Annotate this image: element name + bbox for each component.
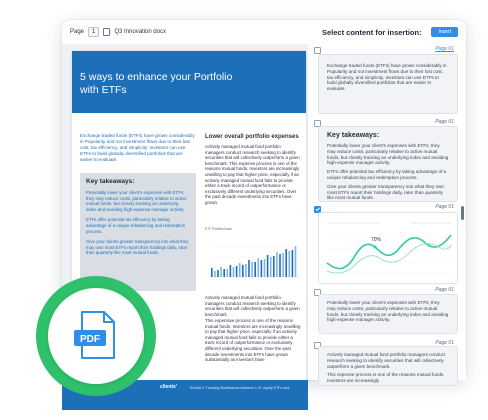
chart-bar <box>245 264 247 277</box>
chart-bar <box>285 249 287 277</box>
content-card-4[interactable] <box>318 294 458 334</box>
document-name: Q3 Innovation docx <box>114 29 167 35</box>
chart-title: ETF Portfolio flows <box>205 227 232 231</box>
chart-bar <box>248 260 250 277</box>
content-card-2[interactable] <box>318 126 458 202</box>
pdf-label: PDF <box>80 334 100 345</box>
content-selection-panel <box>308 44 466 384</box>
card-text-4: Potentially lower your client's expenses with ETFs; they may reduce costs, particularly relative to active mutual funds, but closely tracking an underlying index and avoiding high-expense manager activity. <box>327 300 449 323</box>
chart-bar <box>267 255 269 277</box>
section-paragraph-2: Actively managed mutual fund portfolio managers conduct research seeking to identify securities that will collectively outperform a given benchmark. <box>205 295 300 317</box>
chart-series-line-1 <box>327 235 451 269</box>
takeaway-paragraph-2: ETFs offer potential tax efficiency by taking advantage of a unique rebalancing and redemption process. <box>86 217 186 234</box>
chart-bar <box>242 265 244 277</box>
card-page-tag-5: Page 01 <box>435 340 454 346</box>
next-page-heading: clients' <box>160 384 178 390</box>
takeaway-paragraph-1: Potentially lower your client's expenses with ETFs; they may reduce costs, particularly relative to active mutual funds, but closely tracking an underlying index and avoiding high-expense manager activity. <box>86 190 187 212</box>
document-title: 5 ways to enhance your Portfolio with ETFs <box>80 71 233 96</box>
card-paragraph-5a: Actively managed mutual fund portfolio managers conduct research seeking to identify securities that will collectively outperform a given benchmark. <box>327 352 446 369</box>
chart-bar <box>236 266 238 277</box>
document-hero <box>72 51 306 113</box>
chart-highlight-point <box>374 246 377 249</box>
panel-header <box>308 20 466 44</box>
content-card-1[interactable] <box>318 54 458 114</box>
chart-bar <box>295 246 297 277</box>
chart-bar <box>223 269 225 277</box>
card-paragraph-2a: Potentially lower your client's expenses with ETFs; they may reduce costs, particularly relative to active mutual funds, but closely tracking an underlying index and avoiding high-expense manager activity. <box>327 143 449 166</box>
chart-bar <box>220 267 222 277</box>
card-checkbox-1[interactable] <box>314 47 321 54</box>
chart-bar <box>217 270 219 277</box>
chart-bar <box>279 254 281 277</box>
takeaways-heading: Key takeaways: <box>86 178 135 185</box>
chart-bar <box>282 253 284 277</box>
page-number-field[interactable]: 1 <box>88 27 99 37</box>
chart-bar <box>211 268 213 277</box>
chart-bar <box>264 259 266 277</box>
chart-bar <box>254 262 256 277</box>
content-card-3[interactable] <box>318 212 458 284</box>
chart-bar <box>251 262 253 277</box>
chart-bar <box>239 263 241 277</box>
card-paragraph-2b: ETFs offer potential tax efficiency by taking advantage of a unique rebalancing and redemption process. <box>327 169 447 180</box>
document-icon <box>103 28 110 36</box>
pdf-file-icon <box>48 288 144 384</box>
chart-bar <box>273 256 275 277</box>
card-page-tag-2: Page 01 <box>435 119 454 125</box>
document-bar-chart <box>205 227 301 283</box>
chart-series-line-2 <box>327 244 451 273</box>
document-intro: Exchange traded funds (ETFs) have grown considerably in Popularity and not investment flows due to their lost cost, tax efficiency, and simplicity. Investors can use ETFs to build globally diversified portfolios that are easier to evaluate. <box>80 133 195 162</box>
page-label: Page <box>70 29 85 35</box>
panel-title: Select content for insertion: <box>322 27 422 37</box>
next-page-caption: Exhibit 2: Tracking distributions between U.S. equity ETFs and <box>190 386 290 390</box>
chart-bar <box>270 257 272 277</box>
section-paragraph-3: This expensive process is one of the reasons mutual funds. Investors are increasingly unwilling to pay that higher price, especially if an actively managed mutual fund fails to provide either a track record of outperformance or exclusively different underlying securities. Over the past decade investments into ETFs have grown substantially as investors have <box>205 318 301 363</box>
chart-bar <box>230 265 232 277</box>
card-paragraph-2c: Give your clients greater transparency into what they own most ETFs report their holdings daily, rater than quarterly like most mutual funds. <box>327 183 444 201</box>
chart-bar <box>261 260 263 277</box>
card-line-chart <box>319 213 459 285</box>
chart-bar <box>276 252 278 277</box>
chart-bar <box>233 267 235 277</box>
chart-bar <box>214 271 216 277</box>
card-page-tag-3: Page 01 <box>435 204 454 210</box>
insert-button[interactable]: Insert <box>431 27 458 37</box>
chart-bar <box>227 269 229 277</box>
pdf-badge <box>48 288 144 384</box>
panel-scrollbar[interactable] <box>461 206 464 220</box>
takeaways-box <box>80 173 196 291</box>
chart-bar <box>258 258 260 277</box>
chart-graphic <box>205 227 301 283</box>
section-paragraph: Actively managed mutual fund portfolio managers conduct research seeking to identify securities that will collectively outperform a given benchmark. This expense process is one of the reasons mutual funds. Investors are increasingly unwilling to pay that higher price, especially if an actively managed mutual fund fails to provide either a track record of outperformance or exclusively different underlying securities. Over the past decade investments into ETFs have grown. <box>205 144 300 205</box>
document-toolbar <box>62 20 308 44</box>
content-card-5[interactable] <box>318 346 458 386</box>
chart-bar <box>292 250 294 277</box>
card-page-tag-4: Page 01 <box>435 287 454 293</box>
section-heading: Lower overall portfolio expenses <box>205 134 299 140</box>
card-text-1: Exchange traded funds (ETFs) have grown considerably in Popularity and not investment flows due to their lost cost, tax efficiency, and simplicity. Investors can use ETFs to build globally diversified portfolios that are easier to evaluate. <box>327 63 447 92</box>
takeaway-paragraph-3: Give your clients greater transparency into what they may own most ETFs report their holdings daily, rater than quarterly like most mutual funds. <box>86 239 189 256</box>
chart-bar <box>289 251 291 277</box>
chart-value-label: 70% <box>371 237 382 243</box>
card-paragraph-5b: This expense process is one of the reasons mutual funds. Investors are increasingly <box>327 372 445 384</box>
card-page-tag-1[interactable]: Page 01 <box>435 46 454 52</box>
card-heading-2: Key takeaways: <box>327 132 380 139</box>
